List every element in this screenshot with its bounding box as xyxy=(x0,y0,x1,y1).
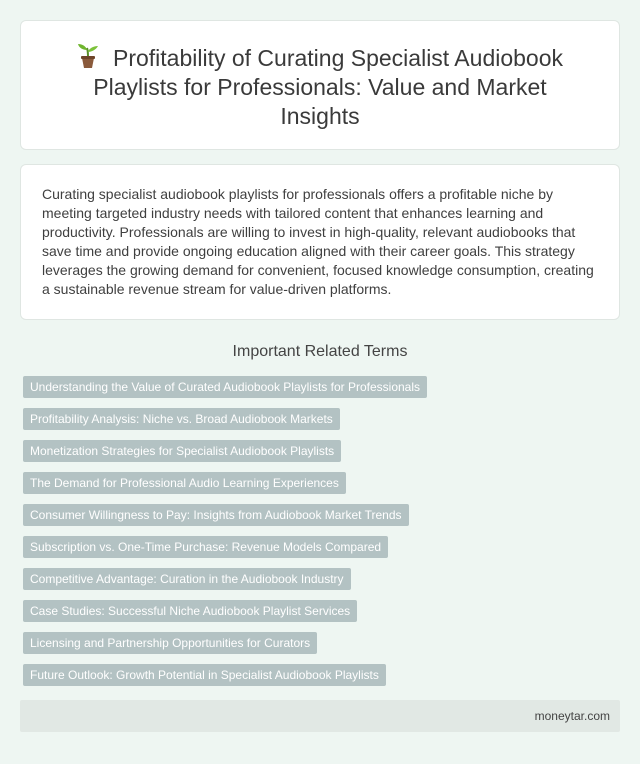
related-term-link[interactable]: Monetization Strategies for Specialist Audiobook Playlists xyxy=(23,440,341,462)
related-term-link[interactable]: Future Outlook: Growth Potential in Specialist Audiobook Playlists xyxy=(23,664,386,686)
related-term-link[interactable]: Understanding the Value of Curated Audiobook Playlists for Professionals xyxy=(23,376,427,398)
related-term-link[interactable]: Competitive Advantage: Curation in the Audiobook Industry xyxy=(23,568,351,590)
summary-card xyxy=(20,164,620,320)
related-term-link[interactable]: Case Studies: Successful Niche Audiobook Playlist Services xyxy=(23,600,357,622)
related-terms-heading: Important Related Terms xyxy=(232,343,408,360)
page-title xyxy=(51,43,589,131)
related-terms-list xyxy=(20,376,620,686)
related-term-link[interactable]: Profitability Analysis: Niche vs. Broad Audiobook Markets xyxy=(23,408,340,430)
footer-bar xyxy=(20,700,620,732)
footer-site-link[interactable]: moneytar.com xyxy=(534,709,610,723)
sprout-icon xyxy=(77,43,99,69)
title-card xyxy=(20,20,620,150)
related-term-link[interactable]: The Demand for Professional Audio Learning Experiences xyxy=(23,472,346,494)
related-term-link[interactable]: Consumer Willingness to Pay: Insights from Audiobook Market Trends xyxy=(23,504,409,526)
related-term-link[interactable]: Licensing and Partnership Opportunities for Curators xyxy=(23,632,317,654)
summary-text: Curating specialist audiobook playlists for professionals offers a profitable niche by meeting targeted industry needs with tailored content that enhances learning and productivity. Professionals are willing to invest in high-quality, relevant audiobooks that save time and provide ongoing education aligned with their career goals. This strategy leverages the growing demand for convenient, focused knowledge consumption, creating a sustainable revenue stream for value-driven platforms. xyxy=(42,186,594,297)
related-term-link[interactable]: Subscription vs. One-Time Purchase: Revenue Models Compared xyxy=(23,536,388,558)
title-text: Profitability of Curating Specialist Audiobook Playlists for Professionals: Value and Market Insights xyxy=(93,45,564,129)
